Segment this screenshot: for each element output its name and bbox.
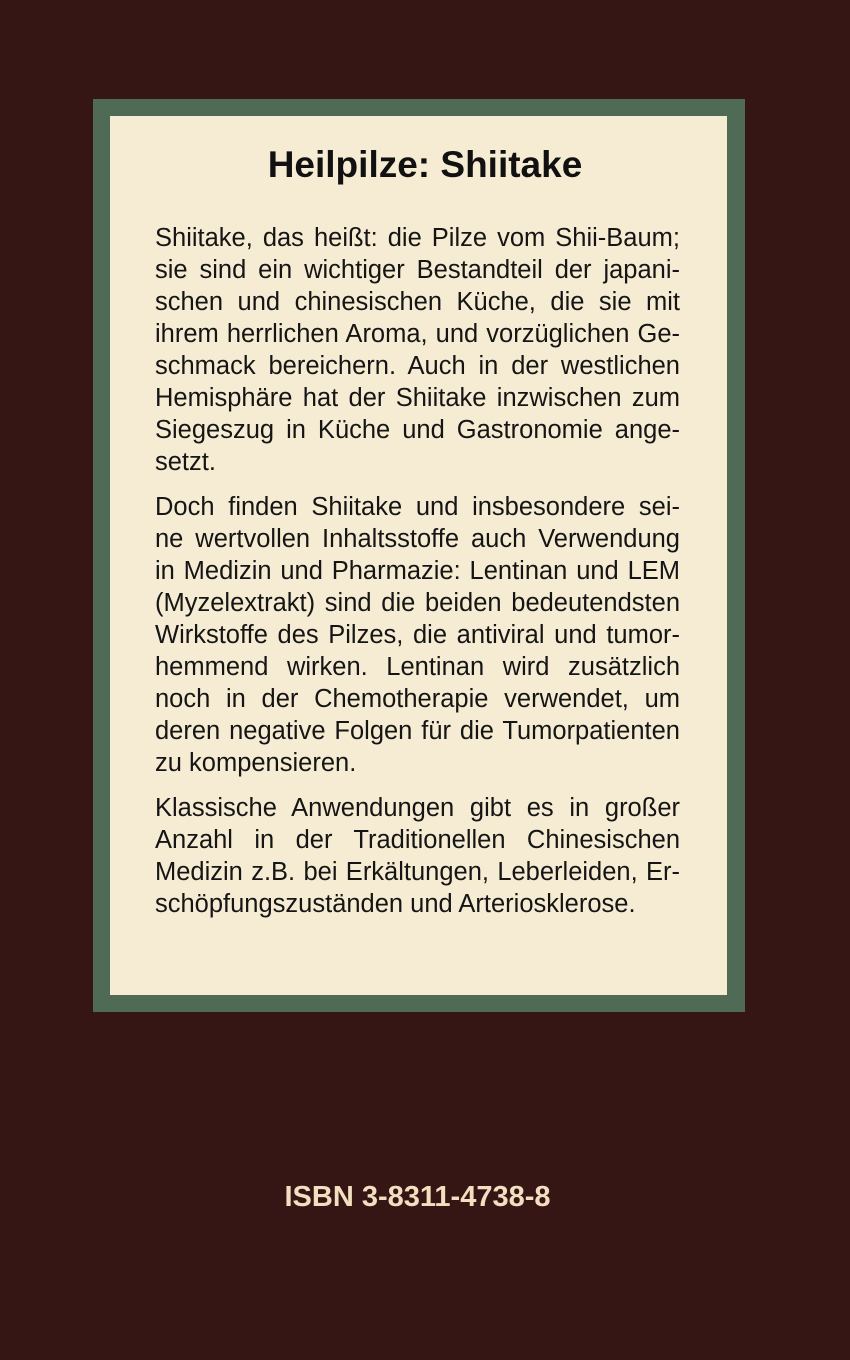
book-title: Heilpilze: Shiitake — [267, 144, 583, 185]
text-line: Doch finden Shiitake und insbesondere sei- — [155, 493, 680, 521]
text-line: hemmend wirken. Lentinan wird zusätzlich — [155, 653, 680, 681]
text-line: Shiitake, das heißt: die Pilze vom Shii-Baum; — [155, 224, 680, 252]
text-line: setzt. — [155, 448, 216, 476]
text-line: schmack bereichern. Auch in der westlichen — [155, 352, 680, 380]
text-line: Hemisphäre hat der Shiitake inzwischen zum — [155, 384, 680, 412]
text-line: schöpfungszuständen und Arteriosklerose. — [155, 890, 636, 918]
paragraph — [155, 222, 680, 478]
text-line: Wirkstoffe des Pilzes, die antiviral und tumor- — [155, 621, 680, 649]
text-line: (Myzelextrakt) sind die beiden bedeutendsten — [155, 589, 680, 617]
text-line: deren negative Folgen für die Tumorpatienten — [155, 717, 680, 745]
paragraph — [155, 491, 680, 779]
isbn-number: ISBN 3-8311-4738-8 — [284, 1181, 551, 1213]
text-line: in Medizin und Pharmazie: Lentinan und LEM — [155, 557, 680, 585]
text-line: Klassische Anwendungen gibt es in großer — [155, 794, 680, 822]
text-line: sie sind ein wichtiger Bestandteil der japani- — [155, 256, 680, 284]
text-line: zu kompensieren. — [155, 749, 357, 777]
text-line: schen und chinesischen Küche, die sie mit — [155, 288, 680, 316]
text-line: noch in der Chemotherapie verwendet, um — [155, 685, 680, 713]
text-line: Medizin z.B. bei Erkältungen, Leberleiden, Er- — [155, 858, 680, 886]
blurb — [155, 222, 680, 933]
text-line: ihrem herrlichen Aroma, und vorzüglichen Ge- — [155, 320, 680, 348]
paragraph — [155, 792, 680, 920]
text-line: ne wertvollen Inhaltsstoffe auch Verwendung — [155, 525, 680, 553]
text-line: Anzahl in der Traditionellen Chinesischen — [155, 826, 680, 854]
text-line: Siegeszug in Küche und Gastronomie ange- — [155, 416, 680, 444]
